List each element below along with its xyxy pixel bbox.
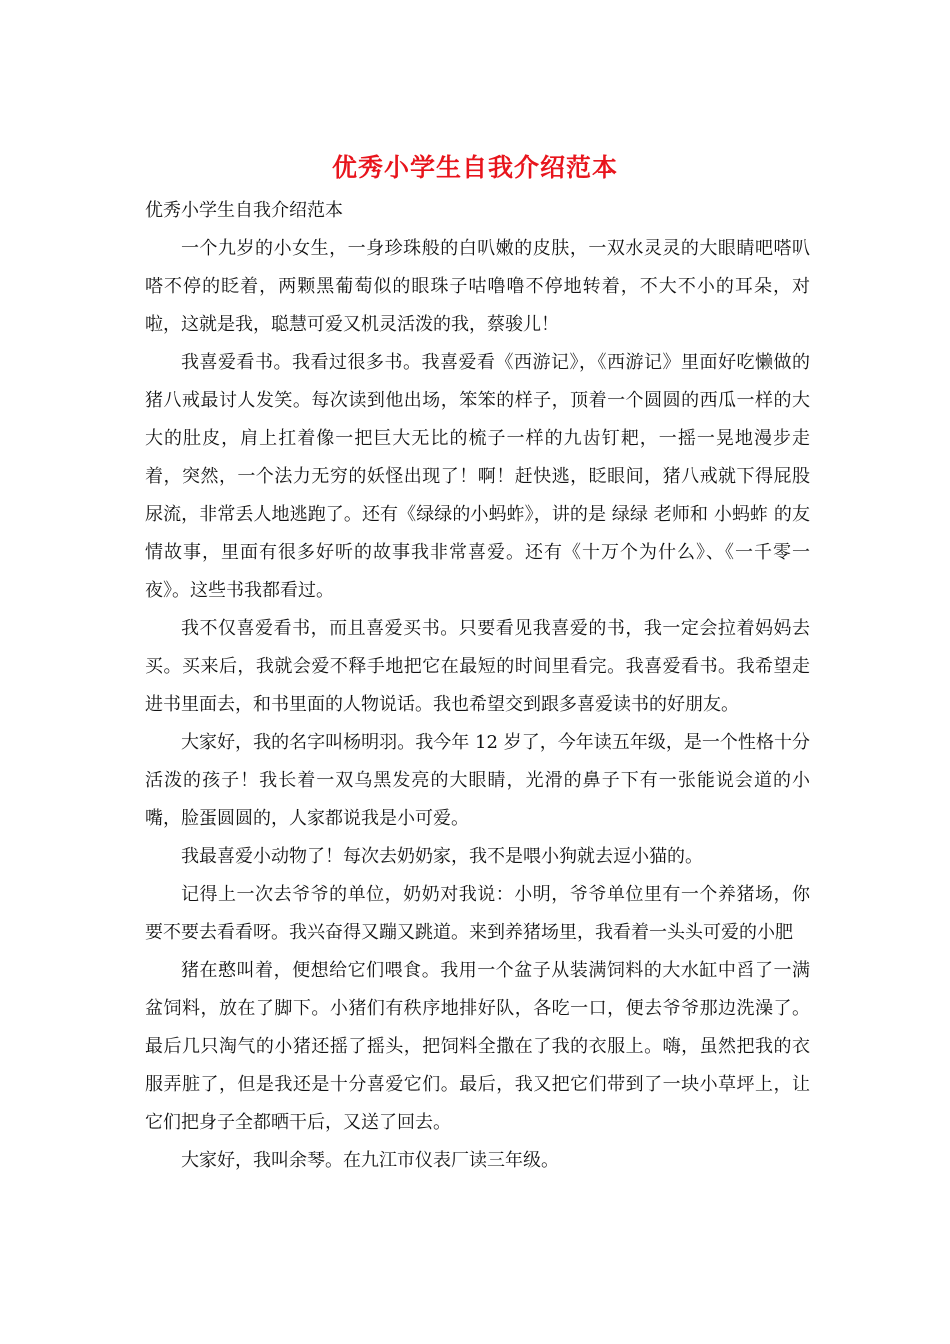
document-body [145,230,810,1180]
paragraph: 记得上一次去爷爷的单位，奶奶对我说：小明，爷爷单位里有一个养猪场，你要不要去看看呀。我兴奋得又蹦又跳道。来到养猪场里，我看着一头头可爱的小肥 [145,884,810,943]
paragraph: 一个九岁的小女生，一身珍珠般的白叭嫩的皮肤，一双水灵灵的大眼睛吧嗒叭嗒不停的眨着，两颗黑葡萄似的眼珠子咕噜噜不停地转着，不大不小的耳朵，对啦，这就是我，聪慧可爱又机灵活泼的我，蔡骏儿！ [145,238,810,335]
paragraph: 大家好，我的名字叫杨明羽。我今年 12 岁了，今年读五年级，是一个性格十分活泼的孩子！我长着一双乌黑发亮的大眼睛，光滑的鼻子下有一张能说会道的小嘴，脸蛋圆圆的，人家都说我是小可爱。 [145,732,810,829]
paragraph: 我不仅喜爱看书，而且喜爱买书。只要看见我喜爱的书，我一定会拉着妈妈去买。买来后，我就会爱不释手地把它在最短的时间里看完。我喜爱看书。我希望走进书里面去，和书里面的人物说话。我也希望交到跟多喜爱读书的好朋友。 [145,618,810,715]
paragraph: 猪在憨叫着，便想给它们喂食。我用一个盆子从装满饲料的大水缸中舀了一满盆饲料，放在了脚下。小猪们有秩序地排好队，各吃一口，便去爷爷那边洗澡了。最后几只淘气的小猪还摇了摇头，把饲料全撒在了我的衣服上。嗨，虽然把我的衣服弄脏了，但是我还是十分喜爱它们。最后，我又把它们带到了一块小草坪上，让它们把身子全都晒干后，又送了回去。 [145,960,810,1133]
paragraph: 大家好，我叫余琴。在九江市仪表厂读三年级。 [181,1150,559,1171]
paragraph: 我喜爱看书。我看过很多书。我喜爱看《西游记》，《西游记》里面好吃懒做的猪八戒最讨人发笑。每次读到他出场，笨笨的样子，顶着一个圆圆的西瓜一样的大大的肚皮，肩上扛着像一把巨大无比的梳子一样的九齿钉耙，一摇一晃地漫步走着，突然，一个法力无穷的妖怪出现了！啊！赶快逃，眨眼间，猪八戒就下得屁股尿流，非常丢人地逃跑了。还有《绿绿的小蚂蚱》，讲的是 绿绿 老师和 小蚂蚱 的友情故事，里面有很多好听的故事我非常喜爱。还有《十万个为什么》、《一千零一夜》。这些书我都看过。 [145,352,810,601]
document-subtitle: 优秀小学生自我介绍范本 [145,200,343,221]
document-title: 优秀小学生自我介绍范本 [331,153,618,182]
paragraph: 我最喜爱小动物了！每次去奶奶家，我不是喂小狗就去逗小猫的。 [181,846,703,867]
